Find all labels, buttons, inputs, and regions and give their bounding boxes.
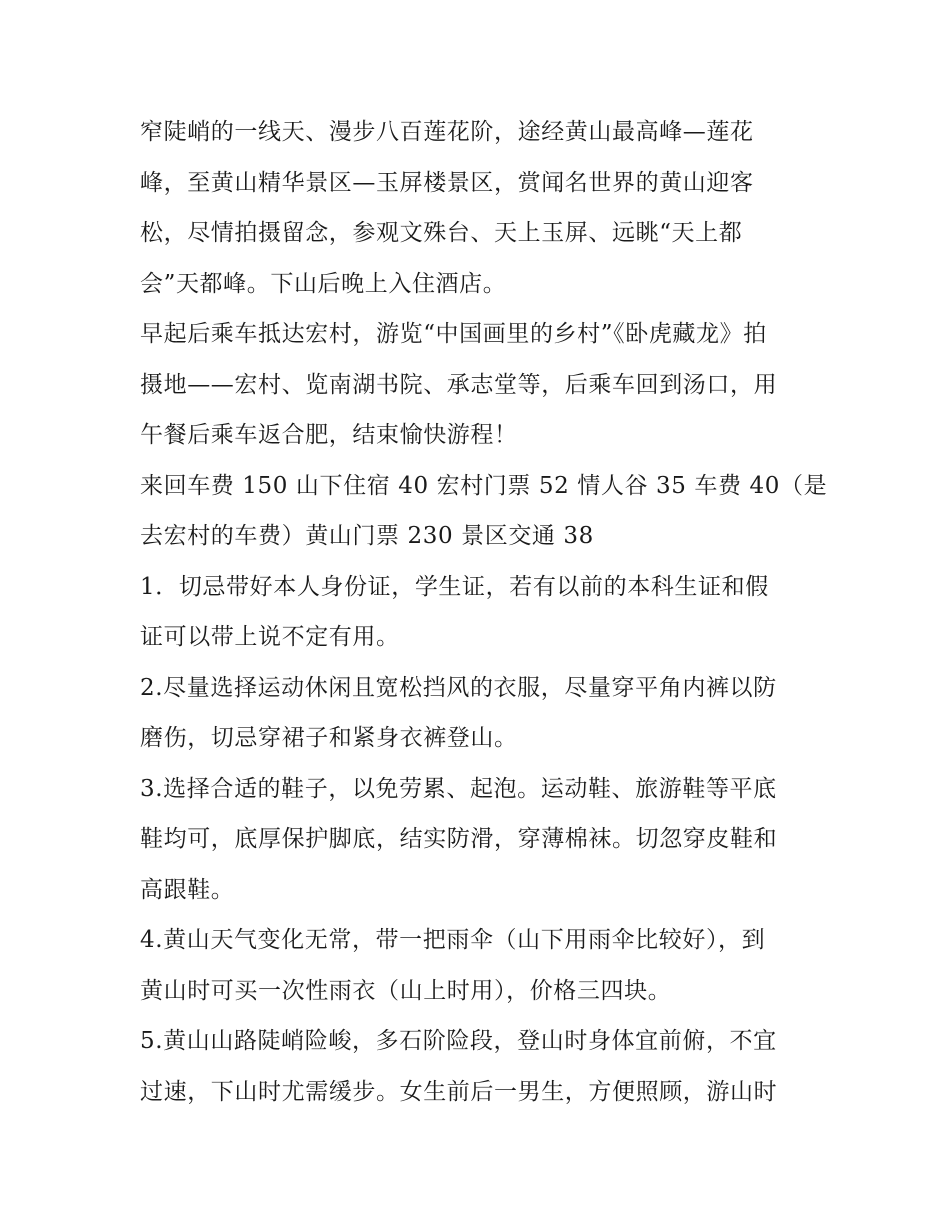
text-line: 黄山时可买一次性雨衣（山上时用），价格三四块。 — [140, 977, 672, 1004]
text-line: 松，尽情拍摄留念，参观文殊台、天上玉屏、远眺“天上都 — [140, 220, 743, 246]
text-line: 磨伤，切忌穿裙子和紧身衣裤登山。 — [140, 725, 518, 751]
text-line: 证可以带上说不定有用。 — [140, 624, 400, 650]
text-line: 过速，下山时尤需缓步。女生前后一男生，方便照顾，游山时 — [140, 1078, 778, 1105]
text-line: 会”天都峰。下山后晚上入住酒店。 — [140, 270, 507, 297]
text-line: 摄地——宏村、览南湖书院、承志堂等，后乘车回到汤口，用 — [140, 371, 778, 398]
text-line: 2.尽量选择运动休闲且宽松挡风的衣服，尽量穿平角内裤以防 — [140, 674, 777, 701]
text-line: 3.选择合适的鞋子，以免劳累、起泡。运动鞋、旅游鞋等平底 — [140, 775, 777, 802]
text-line: 4.黄山天气变化无常，带一把雨伞（山下用雨伞比较好），到 — [140, 927, 766, 953]
text-line: 鞋均可，底厚保护脚底，结实防滑，穿薄棉袜。切忽穿皮鞋和 — [140, 826, 778, 852]
text-line: 高跟鞋。 — [140, 876, 235, 903]
document-body — [140, 107, 828, 1117]
text-line: 峰，至黄山精华景区—玉屏楼景区，赏闻名世界的黄山迎客 — [140, 169, 754, 196]
text-line: 窄陡峭的一线天、漫步八百莲花阶，途经黄山最高峰—莲花 — [140, 119, 754, 145]
text-line: 1．切忌带好本人身份证，学生证，若有以前的本科生证和假 — [140, 573, 769, 600]
text-line: 5.黄山山路陡峭险峻，多石阶险段，登山时身体宜前俯，不宜 — [140, 1028, 777, 1054]
text-line: 来回车费 150 山下住宿 40 宏村门票 52 情人谷 35 车费 40（是 — [140, 472, 828, 499]
text-line: 早起后乘车抵达宏村，游览“中国画里的乡村”《卧虎藏龙》拍 — [140, 321, 767, 347]
text-line: 午餐后乘车返合肥，结束愉快游程！ — [140, 422, 518, 448]
text-line: 去宏村的车费）黄山门票 230 景区交通 38 — [140, 523, 594, 549]
